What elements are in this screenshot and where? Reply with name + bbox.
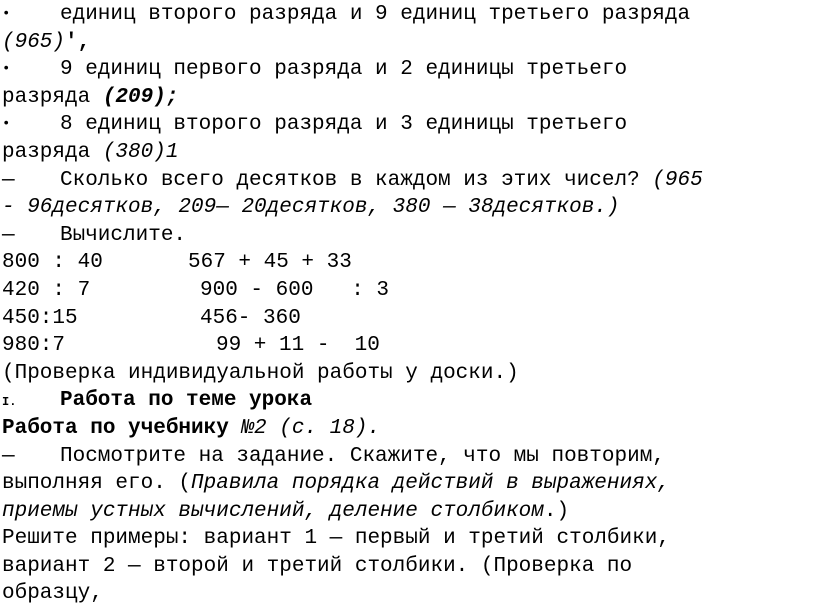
question-answer-cont: - 96десятков, 209— 20десятков, 380 — 38десятков.)	[2, 196, 620, 220]
textbook-ref: №2 (с. 18).	[241, 416, 381, 440]
bullet-line-1-cont	[2, 29, 816, 57]
calc-row	[2, 305, 816, 333]
bullet-answer: (380)1	[102, 140, 179, 164]
bullet-marker: •	[2, 116, 11, 133]
question-text: Сколько всего десятков в каждом из этих чисел?	[60, 168, 653, 192]
bullet-text: 8 единиц второго разряда и 3 единицы третьего	[60, 113, 628, 137]
dash-marker: —	[2, 223, 15, 247]
task-text-italic: приемы устных вычислений, деление столбиком	[2, 499, 544, 523]
calc-left: 450:15	[2, 306, 78, 330]
bullet-tail: ',	[65, 30, 91, 54]
bullet-line-3-cont	[2, 139, 816, 167]
calc-right: 99 + 11 - 10	[216, 334, 380, 358]
task-text-end: .)	[543, 499, 570, 523]
calc-right: 456- 360	[200, 306, 301, 330]
bullet-answer: (209);	[102, 85, 179, 109]
bullet-cont: разряда	[2, 85, 103, 109]
calc-title-line	[2, 222, 816, 250]
dash-marker: —	[2, 444, 15, 468]
solve-line-2: вариант 2 — второй и третий столбики. (Проверка по	[2, 554, 633, 578]
section-numeral: I.	[2, 395, 17, 410]
calc-title: Вычислите.	[60, 223, 187, 247]
question-answer-start: (965	[652, 168, 703, 192]
calc-left: 800 : 40	[2, 251, 103, 275]
bullet-marker: •	[2, 61, 11, 78]
document-page	[0, 1, 816, 608]
bullet-cont: разряда	[2, 140, 103, 164]
dash-marker: —	[2, 168, 15, 192]
task-line-1	[2, 443, 816, 471]
task-text: Посмотрите на задание. Скажите, что мы повторим,	[60, 444, 665, 468]
solve-line-3: образцу,	[2, 582, 103, 606]
solve-line-1: Решите примеры: вариант 1 — первый и третий столбики,	[2, 527, 670, 551]
textbook-label: Работа по учебнику	[2, 416, 242, 440]
bullet-text: 9 единиц первого разряда и 2 единицы третьего	[60, 58, 628, 82]
task-text-start: выполняя его. (	[2, 472, 192, 496]
calc-left: 420 : 7	[2, 278, 91, 302]
calc-note: (Проверка индивидуальной работы у доски.)	[2, 361, 519, 385]
question-line	[2, 167, 816, 195]
bullet-line-1	[2, 1, 816, 29]
calc-right: 900 - 600 : 3	[200, 278, 390, 302]
bullet-text: единиц второго разряда и 9 единиц третьего разряда	[60, 3, 691, 26]
calc-right: 567 + 45 + 33	[188, 251, 352, 275]
section-heading-line	[2, 387, 816, 415]
bullet-answer: (965)	[2, 30, 66, 54]
textbook-line	[2, 415, 816, 443]
task-line-3	[2, 498, 816, 526]
bullet-line-2-cont	[2, 84, 816, 112]
task-text-italic: Правила порядка действий в выражениях,	[191, 472, 670, 496]
section-heading: Работа по теме урока	[60, 389, 313, 413]
calc-row	[2, 332, 816, 360]
bullet-line-2	[2, 56, 816, 84]
calc-left: 980:7	[2, 334, 66, 358]
calc-row	[2, 249, 816, 277]
task-line-2	[2, 470, 816, 498]
bullet-marker: •	[2, 6, 11, 22]
calc-row	[2, 277, 816, 305]
bullet-line-3	[2, 111, 816, 139]
